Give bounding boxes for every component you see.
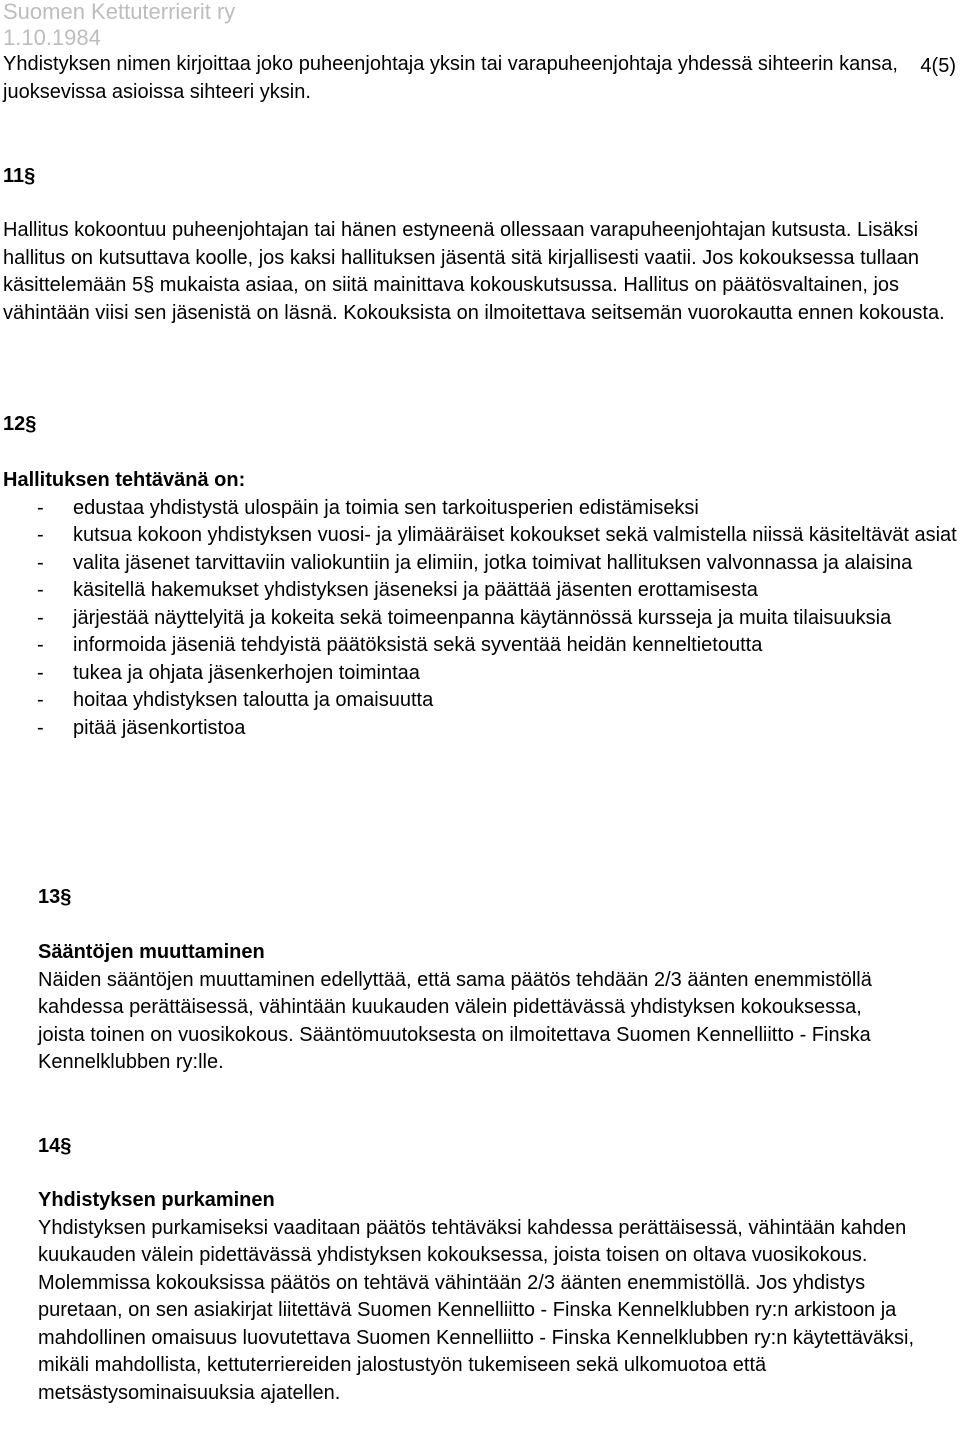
list-item: - käsitellä hakemukset yhdistyksen jäseneksi ja päättää jäsenten erottamisesta <box>3 577 960 605</box>
list-item: - pitää jäsenkortistoa <box>3 715 960 743</box>
list-item: - informoida jäseniä tehdyistä päätöksistä sekä syventää heidän kenneltietoutta <box>3 632 960 660</box>
bullet-dash: - <box>37 689 44 711</box>
bullet-dash: - <box>37 606 44 629</box>
bullet-dash: - <box>37 496 44 519</box>
section-14-text: Yhdistyksen purkamiseksi vaaditaan päätös tehtäväksi kahdessa perättäisessä, vähintään kahden kuukauden välein pidettävässä yhdistyksen kokouksessa, joista toisen on oltava vuosikokous. Molemmissa kokouksissa päätös on tehtävä vähintään 2/3 äänten enemmistöllä. Jos yhdistys puretaan, on sen asiakirjat liitettävä Suomen Kennelliitto - Finska Kennelklubben ry:n arkistoon ja mahdollinen omaisuus luovutettava Suomen Kennelliitto - Finska Kennelklubben ry:n käytettäväksi, mikäli mahdollista, kettuterriereiden jalostustyön tukemiseen sekä ulkomuotoa että metsästysominaisuuksia ajatellen. <box>38 1216 915 1404</box>
section-11-text: Hallitus kokoontuu puheenjohtajan tai hänen estyneenä ollessaan varapuheenjohtajan kutsusta. Lisäksi hallitus on kutsuttava koolle, jos kaksi hallituksen jäsentä sitä kirjallisesti vaatii. Jos kokouksessa tullaan käsittelemään 5§ mukaista asiaa, on siitä mainittava kokouskutsussa. Hallitus on päätösvaltainen, jos vähintään viisi sen jäsenistä on läsnä. Kokouksista on ilmoitettava seitsemän vuorokautta ennen kokousta. <box>3 219 945 324</box>
bullet-dash: - <box>37 716 44 739</box>
bullet-dash: - <box>37 661 44 684</box>
section-14-heading: Yhdistyksen purkaminen <box>38 1189 275 1211</box>
section-12-number: 12§ <box>3 413 37 435</box>
section-13-body <box>38 939 898 1077</box>
intro-text: Yhdistyksen nimen kirjoittaa joko puheenjohtaja yksin tai varapuheenjohtaja yhdessä sihteerin kansa, juoksevissa asioissa sihteeri yksin. <box>3 53 898 103</box>
duties-list <box>3 495 960 743</box>
list-item: - järjestää näyttelyitä ja kokeita sekä toimeenpanna käytännössä kursseja ja muita tilaisuuksia <box>3 605 960 633</box>
section-13-number: 13§ <box>38 886 72 908</box>
page-number: 4(5) <box>920 55 956 77</box>
list-item: - edustaa yhdistystä ulospäin ja toimia sen tarkoitusperien edistämiseksi <box>3 495 960 523</box>
section-12-heading: Hallituksen tehtävänä on: <box>3 469 246 491</box>
header-organization: Suomen Kettuterrierit ry <box>3 0 236 24</box>
section-13-text: Näiden sääntöjen muuttaminen edellyttää, että sama päätös tehdään 2/3 äänten enemmistöllä kahdessa perättäisessä, vähintään kuukauden välein pidettävässä yhdistyksen kokouksessa, joista toinen on vuosikokous. Sääntömuutoksesta on ilmoitettava Suomen Kennelliitto - Finska Kennelklubben ry:lle. <box>38 968 872 1073</box>
list-item: - hoitaa yhdistyksen taloutta ja omaisuutta <box>3 687 960 715</box>
bullet-dash: - <box>37 634 44 656</box>
bullet-dash: - <box>37 579 44 601</box>
bullet-dash: - <box>37 524 44 546</box>
section-14-number: 14§ <box>38 1135 72 1157</box>
list-item: - valita jäsenet tarvittaviin valiokuntiin ja elimiin, jotka toimivat hallituksen valvonnassa ja alaisina <box>3 550 960 578</box>
section-11-body <box>3 217 955 327</box>
section-13-heading: Sääntöjen muuttaminen <box>38 941 265 963</box>
header-date: 1.10.1984 <box>3 25 101 50</box>
bullet-dash: - <box>37 551 44 574</box>
intro-paragraph <box>3 51 903 106</box>
list-item: - tukea ja ohjata jäsenkerhojen toimintaa <box>3 660 960 688</box>
section-14-body <box>38 1187 948 1407</box>
section-11-number: 11§ <box>3 165 36 187</box>
list-item: - kutsua kokoon yhdistyksen vuosi- ja ylimääräiset kokoukset sekä valmistella niissä käsiteltävät asiat <box>3 522 960 550</box>
section-12-body <box>3 467 960 742</box>
